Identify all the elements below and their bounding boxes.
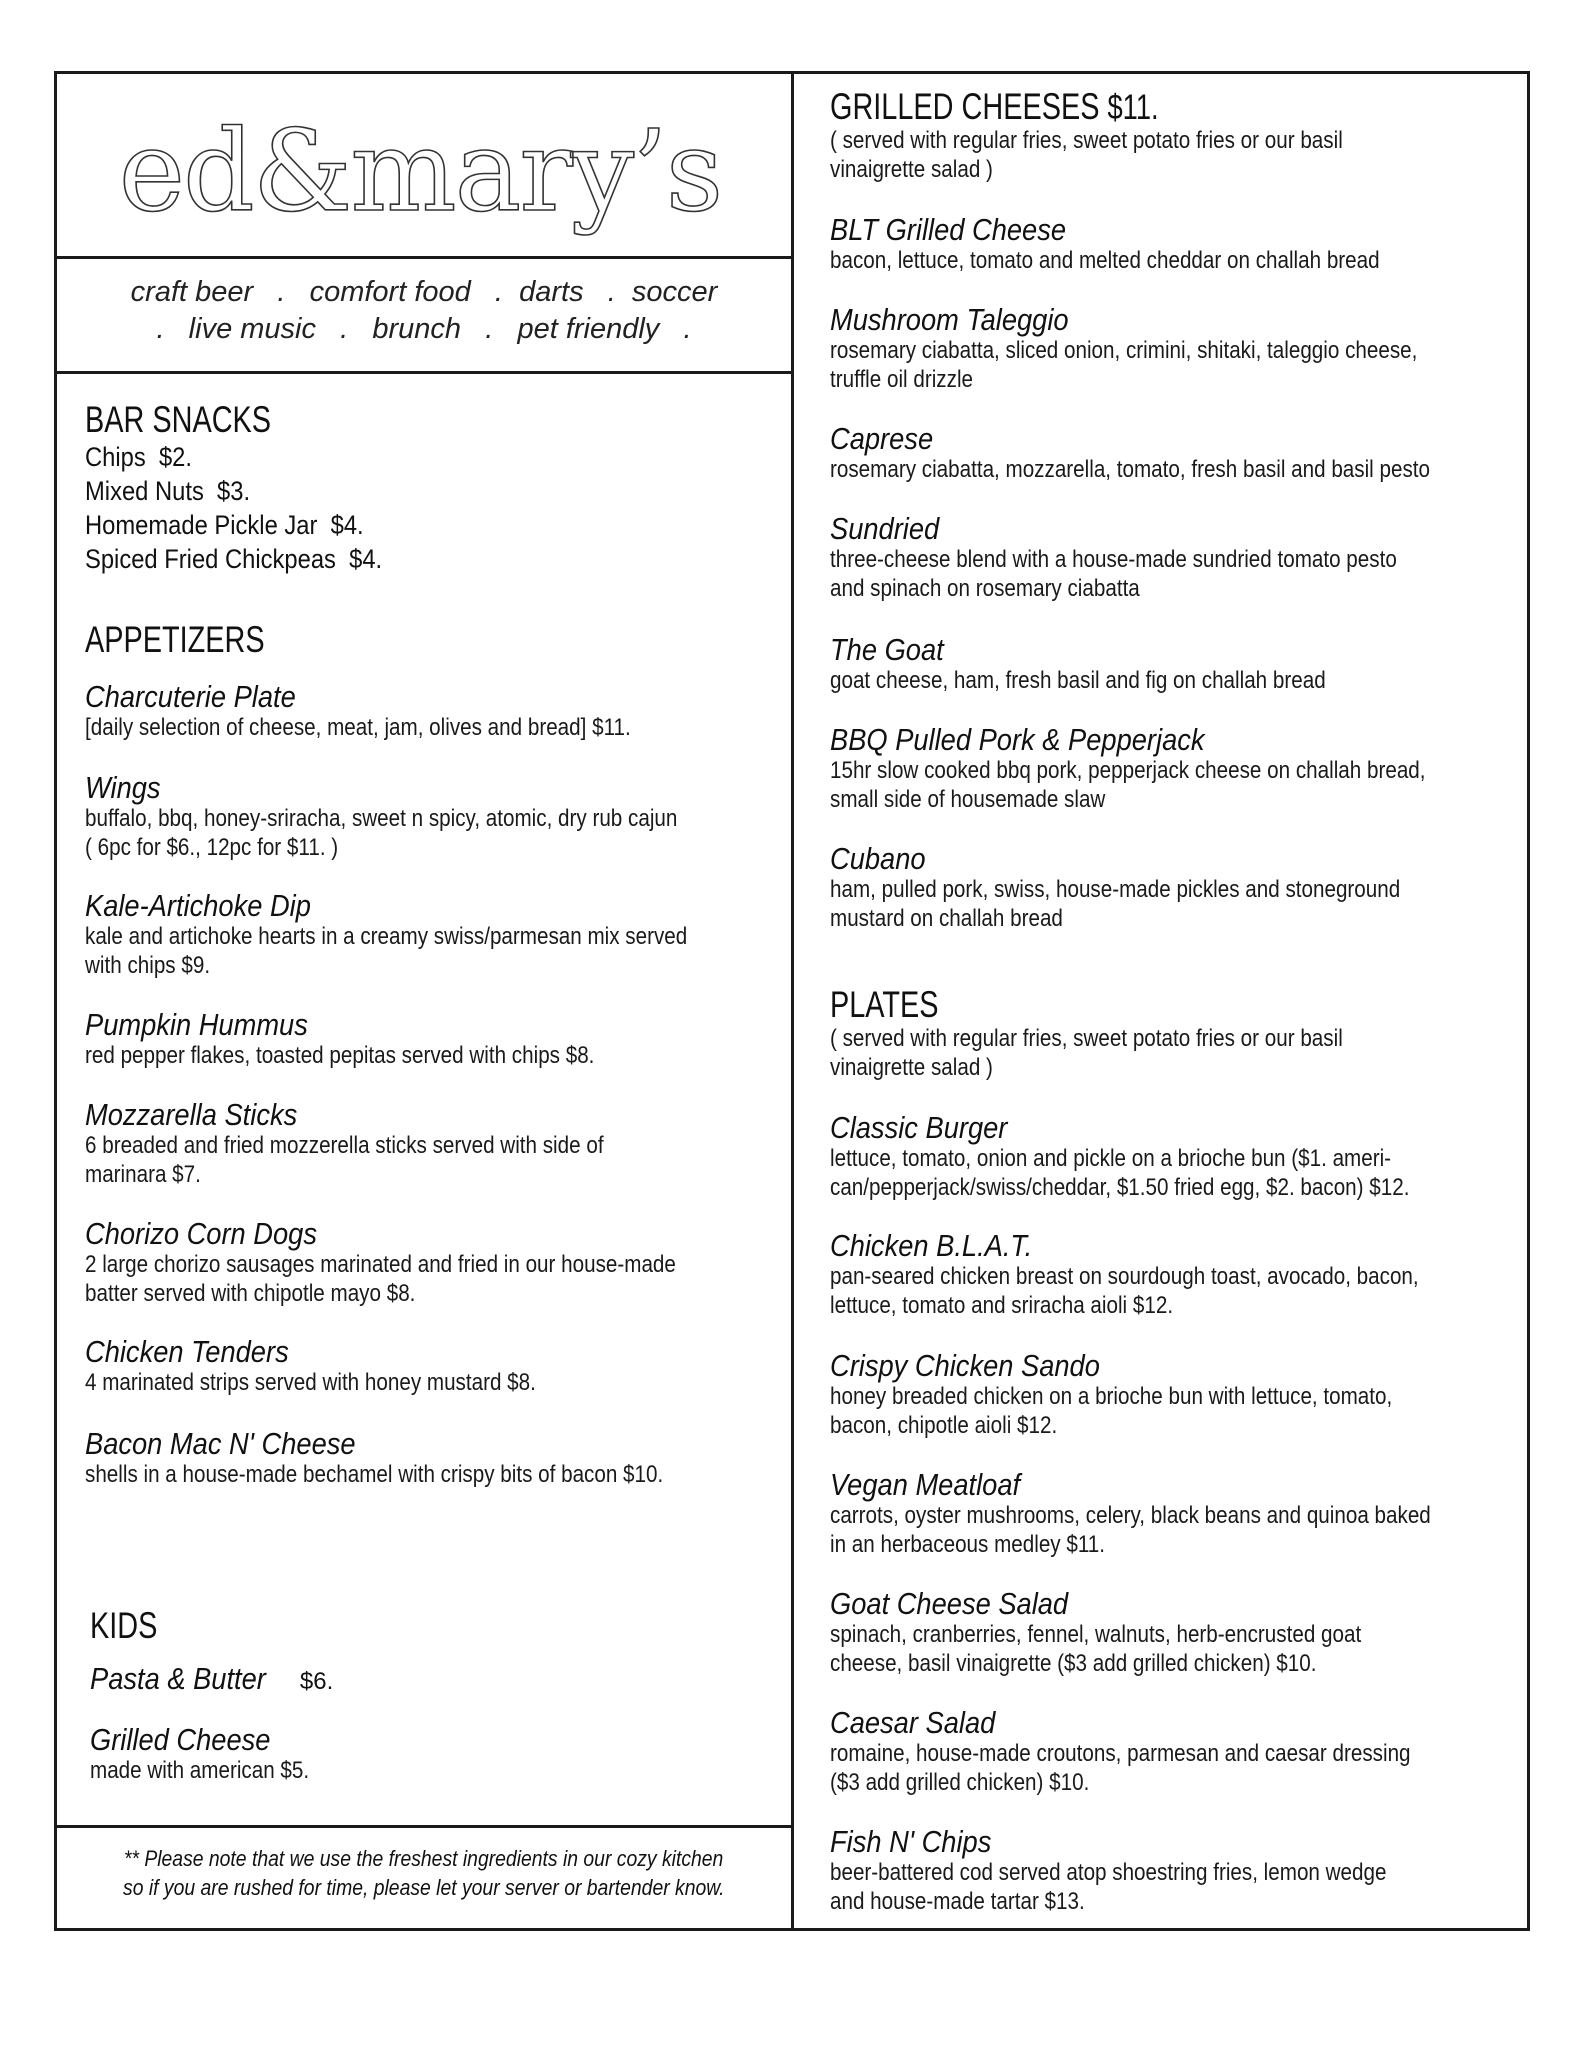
item-description: made with american $5.	[90, 1757, 310, 1784]
plates-heading-text: PLATES	[830, 984, 939, 1025]
item-name: Caprese	[830, 421, 934, 456]
grilled-cheeses-heading-price: $11.	[1107, 88, 1159, 127]
bar-snacks-heading-block	[85, 400, 324, 440]
item-description: goat cheese, ham, fresh basil and fig on challah bread	[830, 667, 1326, 694]
item-description: mustard on challah bread	[830, 905, 1063, 932]
menu-item	[85, 1217, 772, 1308]
item-description: with chips $9.	[85, 952, 211, 979]
item-name: Chicken Tenders	[85, 1334, 289, 1369]
section-note-line: vinaigrette salad )	[830, 156, 993, 183]
bar-snack-item: Homemade Pickle Jar $4.	[85, 510, 364, 540]
bar-snacks-heading-text: BAR SNACKS	[85, 399, 272, 440]
item-description: 2 large chorizo sausages marinated and fried in our house-made	[85, 1251, 676, 1278]
tagline-row-2: . live music . brunch . pet friendly .	[156, 313, 692, 345]
menu-item	[85, 1098, 688, 1189]
plates-heading-block	[830, 985, 969, 1025]
grilled-cheeses-heading-text: GRILLED CHEESES	[830, 86, 1100, 127]
item-price: $6.	[299, 1668, 334, 1695]
item-name: Chorizo Corn Dogs	[85, 1216, 317, 1251]
item-description: rosemary ciabatta, mozzarella, tomato, fresh basil and basil pesto	[830, 456, 1430, 483]
item-name: Charcuterie Plate	[85, 679, 296, 714]
menu-item	[85, 1427, 757, 1489]
item-description: shells in a house-made bechamel with crispy bits of bacon $10.	[85, 1461, 664, 1488]
item-name: Goat Cheese Salad	[830, 1586, 1069, 1621]
item-name: Pasta & Butter	[90, 1661, 266, 1696]
item-description: carrots, oyster mushrooms, celery, black beans and quinoa baked	[830, 1502, 1431, 1529]
item-name: Fish N' Chips	[830, 1824, 992, 1859]
item-description: batter served with chipotle mayo $8.	[85, 1280, 416, 1307]
menu-item	[85, 1008, 677, 1070]
item-description: can/pepperjack/swiss/cheddar, $1.50 fried egg, $2. bacon) $12.	[830, 1174, 1410, 1201]
menu-item	[85, 680, 720, 742]
item-description: lettuce, tomato and sriracha aioli $12.	[830, 1292, 1174, 1319]
item-name: Classic Burger	[830, 1110, 1008, 1145]
item-name: Chicken B.L.A.T.	[830, 1228, 1033, 1263]
section-note	[830, 126, 1426, 184]
menu-item	[85, 771, 774, 862]
item-name: Crispy Chicken Sando	[830, 1348, 1100, 1383]
item-description: ham, pulled pork, swiss, house-made pickles and stoneground	[830, 876, 1401, 903]
menu-item	[85, 1335, 609, 1397]
menu-item	[90, 1662, 333, 1696]
item-description: bacon, lettuce, tomato and melted cheddar on challah bread	[830, 247, 1380, 274]
item-description: and house-made tartar $13.	[830, 1888, 1085, 1915]
column-divider	[791, 71, 794, 1928]
item-description: in an herbaceous medley $11.	[830, 1531, 1106, 1558]
section-note	[830, 1024, 1426, 1082]
kids-heading	[90, 1606, 157, 1646]
kids-heading-block	[90, 1606, 176, 1646]
item-description: three-cheese blend with a house-made sundried tomato pesto	[830, 546, 1397, 573]
bar-snacks-list	[85, 440, 423, 576]
section-note-line: ( served with regular fries, sweet potato fries or our basil	[830, 1025, 1343, 1052]
item-name: Bacon Mac N' Cheese	[85, 1426, 356, 1461]
appetizers-heading-text: APPETIZERS	[85, 619, 265, 660]
item-description: beer-battered cod served atop shoestring fries, lemon wedge	[830, 1859, 1387, 1886]
item-description: ( 6pc for $6., 12pc for $11. )	[85, 834, 339, 861]
menu-item	[90, 1723, 345, 1785]
menu-item	[830, 1349, 1484, 1440]
item-description: ($3 add grilled chicken) $10.	[830, 1769, 1090, 1796]
footer-note-line-2: so if you are rushed for time, please let your server or bartender know.	[123, 1875, 725, 1900]
menu-item	[830, 303, 1513, 394]
item-name: Kale-Artichoke Dip	[85, 888, 311, 923]
menu-item	[85, 889, 785, 980]
item-description: 6 breaded and fried mozzerella sticks served with side of	[85, 1132, 604, 1159]
menu-item	[830, 1706, 1505, 1797]
item-description: red pepper flakes, toasted pepitas served with chips $8.	[85, 1042, 595, 1069]
appetizers-heading	[85, 620, 265, 660]
item-name: Cubano	[830, 841, 926, 876]
item-name: Mozzarella Sticks	[85, 1097, 298, 1132]
menu-item	[830, 422, 1528, 484]
item-name: The Goat	[830, 632, 944, 667]
item-name: Wings	[85, 770, 161, 805]
grilled-cheeses-heading-block	[830, 87, 1251, 128]
item-description: 4 marinated strips served with honey mustard $8.	[85, 1369, 536, 1396]
item-description: cheese, basil vinaigrette ($3 add grilled chicken) $10.	[830, 1650, 1317, 1677]
item-description: and spinach on rosemary ciabatta	[830, 575, 1140, 602]
item-description: spinach, cranberries, fennel, walnuts, herb-encrusted goat	[830, 1621, 1362, 1648]
section-note-line: ( served with regular fries, sweet potato fries or our basil	[830, 127, 1343, 154]
item-description: rosemary ciabatta, sliced onion, crimini, shitaki, taleggio cheese,	[830, 337, 1418, 364]
footer-divider	[54, 1825, 792, 1828]
item-description: [daily selection of cheese, meat, jam, olives and bread] $11.	[85, 714, 631, 741]
item-name: Caesar Salad	[830, 1705, 996, 1740]
footer-note-line-1: ** Please note that we use the freshest ingredients in our cozy kitchen	[124, 1846, 724, 1871]
menu-item	[830, 1468, 1529, 1559]
item-description: truffle oil drizzle	[830, 366, 974, 393]
tagline-divider	[54, 371, 792, 374]
item-name: BLT Grilled Cheese	[830, 212, 1067, 247]
item-description: 15hr slow cooked bbq pork, pepperjack cheese on challah bread,	[830, 757, 1426, 784]
item-name: BBQ Pulled Pork & Pepperjack	[830, 722, 1205, 757]
section-note-line: vinaigrette salad )	[830, 1054, 993, 1081]
menu-item	[830, 1111, 1504, 1202]
menu-item	[830, 633, 1406, 695]
appetizers-heading-block	[85, 620, 315, 660]
menu-item	[830, 1229, 1514, 1320]
tagline-row-1: craft beer . comfort food . darts . soccer	[130, 276, 718, 308]
item-name: Mushroom Taleggio	[830, 302, 1069, 337]
menu-item	[830, 1587, 1448, 1678]
item-description: buffalo, bbq, honey-sriracha, sweet n spicy, atomic, dry rub cajun	[85, 805, 678, 832]
item-description: romaine, house-made croutons, parmesan and caesar dressing	[830, 1740, 1411, 1767]
menu-item	[830, 842, 1493, 933]
item-description: pan-seared chicken breast on sourdough toast, avocado, bacon,	[830, 1263, 1419, 1290]
bar-snack-item: Mixed Nuts $3.	[85, 476, 251, 506]
item-description: small side of housemade slaw	[830, 786, 1106, 813]
logo-divider	[54, 256, 792, 259]
item-description: marinara $7.	[85, 1161, 201, 1188]
menu-item	[830, 213, 1469, 275]
plates-heading	[830, 985, 939, 1025]
kids-heading-text: KIDS	[90, 1605, 158, 1646]
bar-snacks-heading	[85, 400, 271, 440]
grilled-cheeses-heading	[830, 87, 1159, 128]
menu-item	[830, 512, 1489, 603]
menu-item	[830, 723, 1522, 814]
item-description: lettuce, tomato, onion and pickle on a brioche bun ($1. ameri-	[830, 1145, 1392, 1172]
item-description: bacon, chipotle aioli $12.	[830, 1412, 1058, 1439]
bar-snack-item: Chips $2.	[85, 442, 192, 472]
item-description: kale and artichoke hearts in a creamy swiss/parmesan mix served	[85, 923, 688, 950]
item-description: honey breaded chicken on a brioche bun with lettuce, tomato,	[830, 1383, 1393, 1410]
bar-snack-item: Spiced Fried Chickpeas $4.	[85, 544, 383, 574]
item-name: Sundried	[830, 511, 940, 546]
menu-item	[830, 1825, 1477, 1916]
svg-text:ed&mary’s: ed&mary’s	[118, 107, 722, 237]
item-name: Pumpkin Hummus	[85, 1007, 308, 1042]
brand-logo	[118, 80, 722, 255]
item-name: Grilled Cheese	[90, 1722, 271, 1757]
item-name: Vegan Meatloaf	[830, 1467, 1021, 1502]
